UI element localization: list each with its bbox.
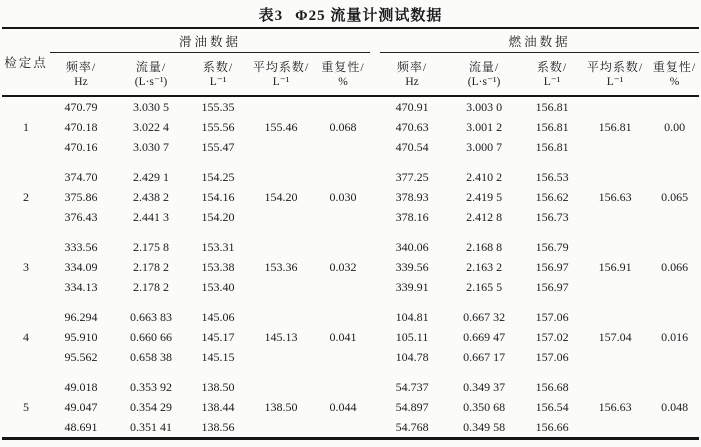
table-title [0,0,701,27]
fuel-flow-cell: 0.349 58 [463,420,506,434]
oil-repeatability-cell: 0.041 [329,330,357,344]
fuel-flow-cell: 2.419 5 [466,190,503,204]
row-spacer [2,297,699,307]
fuel-frequency-cell: 470.54 [395,140,429,154]
col-header-repeatability-oil: 重复性/ % [321,59,365,88]
fuel-avg-coefficient-cell: 156.63 [598,400,632,414]
measurement-row [2,307,699,327]
group-header-fuel-oil: 燃油数据 [380,28,699,53]
oil-flow-cell: 2.178 2 [133,280,169,294]
fuel-coefficient-cell: 156.73 [535,210,569,224]
table-header [2,28,699,96]
oil-frequency-cell: 48.691 [64,420,98,434]
fuel-frequency-cell: 470.63 [395,120,429,134]
fuel-flow-cell: 0.349 37 [463,380,506,394]
fuel-coefficient-cell: 156.54 [535,400,569,414]
oil-coefficient-cell: 145.17 [201,330,235,344]
oil-coefficient-cell: 153.40 [201,280,235,294]
fuel-frequency-cell: 340.06 [395,240,429,254]
fuel-repeatability-cell: 0.066 [661,260,689,274]
oil-frequency-cell: 334.13 [64,280,98,294]
oil-flow-cell: 3.030 5 [133,100,169,114]
fuel-frequency-cell: 54.737 [395,380,429,394]
fuel-coefficient-cell: 156.81 [535,120,569,134]
fuel-frequency-cell: 339.91 [395,280,429,294]
col-header-repeatability-fuel: 重复性/ % [652,59,697,88]
group-divider-cell [370,96,380,157]
fuel-frequency-cell: 339.56 [395,260,429,274]
col-header-flow-oil: 流量/ (L·s⁻¹) [134,59,168,88]
oil-flow-cell: 2.178 2 [133,260,169,274]
fuel-repeatability-cell: 0.00 [664,120,686,134]
oil-frequency-cell: 95.910 [64,330,98,344]
oil-frequency-cell: 470.18 [64,120,98,134]
group-divider [370,28,380,96]
fuel-flow-cell: 2.165 5 [466,280,503,294]
measurement-row [2,96,699,117]
fuel-frequency-cell: 104.81 [395,310,429,324]
oil-flow-cell: 3.030 7 [133,140,169,154]
oil-avg-coefficient-cell: 154.20 [264,190,298,204]
oil-repeatability-cell: 0.068 [329,120,357,134]
oil-coefficient-cell: 138.50 [201,380,235,394]
fuel-flow-cell: 0.667 17 [463,350,506,364]
fuel-frequency-cell: 378.16 [395,210,429,224]
fuel-frequency-cell: 54.897 [395,400,429,414]
fuel-flow-cell: 0.350 68 [463,400,506,414]
col-header-frequency-fuel: 频率/ Hz [396,59,428,88]
checkpoint-id-cell: 2 [23,190,29,204]
group-header-row [2,28,699,53]
fuel-flow-cell: 3.001 2 [466,120,503,134]
col-header-coefficient-fuel: 系数/ L⁻¹ [536,59,568,88]
measurement-row [2,167,699,187]
fuel-repeatability-cell: 0.065 [661,190,689,204]
oil-flow-cell: 2.175 8 [133,240,169,254]
fuel-frequency-cell: 105.11 [395,330,429,344]
fuel-coefficient-cell: 156.53 [535,170,569,184]
fuel-coefficient-cell: 156.66 [535,420,569,434]
oil-frequency-cell: 49.047 [64,400,98,414]
oil-coefficient-cell: 154.16 [201,190,235,204]
fuel-repeatability-cell: 0.016 [661,330,689,344]
oil-coefficient-cell: 155.47 [201,140,235,154]
oil-frequency-cell: 96.294 [64,310,98,324]
group-header-lube-oil: 滑油数据 [50,28,370,53]
table-body [2,96,699,439]
oil-avg-coefficient-cell: 138.50 [264,400,298,414]
fuel-avg-coefficient-cell: 156.91 [598,260,632,274]
fuel-avg-coefficient-cell: 156.63 [598,190,632,204]
checkpoint-id-cell: 4 [23,330,29,344]
column-header-row [2,53,699,97]
oil-coefficient-cell: 154.25 [201,170,235,184]
oil-flow-cell: 0.660 66 [130,330,172,344]
row-spacer [2,227,699,237]
oil-flow-cell: 0.354 29 [130,400,172,414]
fuel-flow-cell: 0.669 47 [463,330,506,344]
oil-frequency-cell: 470.16 [64,140,98,154]
fuel-coefficient-cell: 157.06 [535,350,569,364]
group-divider-cell [370,377,380,439]
fuel-frequency-cell: 470.91 [395,100,429,114]
oil-coefficient-cell: 154.20 [201,210,235,224]
fuel-coefficient-cell: 156.81 [535,100,569,114]
oil-frequency-cell: 376.43 [64,210,98,224]
oil-coefficient-cell: 138.56 [201,420,235,434]
oil-flow-cell: 3.022 4 [133,120,169,134]
oil-coefficient-cell: 155.35 [201,100,235,114]
oil-coefficient-cell: 138.44 [201,400,235,414]
fuel-flow-cell: 3.003 0 [466,100,503,114]
fuel-coefficient-cell: 156.81 [535,140,569,154]
fuel-frequency-cell: 378.93 [395,190,429,204]
row-spacer [2,367,699,377]
oil-avg-coefficient-cell: 153.36 [264,260,298,274]
checkpoint-id-cell: 3 [23,260,29,274]
oil-coefficient-cell: 153.31 [201,240,235,254]
oil-flow-cell: 2.438 2 [133,190,169,204]
group-divider-cell [370,237,380,297]
oil-coefficient-cell: 145.06 [201,310,235,324]
oil-flow-cell: 0.351 41 [130,420,172,434]
row-header-checkpoint: 检定点 [4,56,48,70]
fuel-frequency-cell: 377.25 [395,170,429,184]
oil-flow-cell: 2.441 3 [133,210,169,224]
group-divider-cell [370,307,380,367]
oil-frequency-cell: 470.79 [64,100,98,114]
oil-flow-cell: 2.429 1 [133,170,169,184]
oil-avg-coefficient-cell: 155.46 [264,120,298,134]
oil-repeatability-cell: 0.032 [329,260,357,274]
fuel-coefficient-cell: 156.62 [535,190,569,204]
checkpoint-id-cell: 1 [23,120,29,134]
col-header-coefficient-oil: 系数/ L⁻¹ [202,59,234,88]
oil-flow-cell: 0.663 83 [130,310,172,324]
fuel-coefficient-cell: 156.97 [535,260,569,274]
fuel-frequency-cell: 104.78 [395,350,429,364]
oil-flow-cell: 0.353 92 [130,380,172,394]
oil-frequency-cell: 49.018 [64,380,98,394]
oil-coefficient-cell: 155.56 [201,120,235,134]
oil-repeatability-cell: 0.030 [329,190,357,204]
fuel-flow-cell: 2.410 2 [466,170,503,184]
table-number: 表3 [258,8,284,24]
flowmeter-data-table [2,27,699,440]
col-header-avg-coefficient-fuel: 平均系数/ L⁻¹ [586,59,644,88]
measurement-row [2,377,699,397]
row-spacer [2,157,699,167]
fuel-coefficient-cell: 156.68 [535,380,569,394]
oil-coefficient-cell: 145.15 [201,350,235,364]
col-header-avg-coefficient-oil: 平均系数/ L⁻¹ [252,59,310,88]
oil-repeatability-cell: 0.044 [329,400,357,414]
table-title-text: Φ25 流量计测试数据 [295,8,443,24]
oil-frequency-cell: 374.70 [64,170,98,184]
oil-frequency-cell: 334.09 [64,260,98,274]
fuel-frequency-cell: 54.768 [395,420,429,434]
group-divider-cell [370,167,380,227]
fuel-flow-cell: 0.667 32 [463,310,506,324]
col-header-flow-fuel: 流量/ (L·s⁻¹) [467,59,501,88]
col-header-frequency-oil: 频率/ Hz [65,59,97,88]
oil-frequency-cell: 333.56 [64,240,98,254]
checkpoint-id-cell: 5 [23,400,29,414]
fuel-flow-cell: 3.000 7 [466,140,503,154]
fuel-flow-cell: 2.412 8 [466,210,503,224]
oil-avg-coefficient-cell: 145.13 [264,330,298,344]
oil-frequency-cell: 375.86 [64,190,98,204]
oil-frequency-cell: 95.562 [64,350,98,364]
fuel-coefficient-cell: 156.97 [535,280,569,294]
fuel-repeatability-cell: 0.048 [661,400,689,414]
measurement-row [2,237,699,257]
fuel-coefficient-cell: 157.02 [535,330,569,344]
oil-flow-cell: 0.658 38 [130,350,172,364]
fuel-flow-cell: 2.163 2 [466,260,503,274]
oil-coefficient-cell: 153.38 [201,260,235,274]
fuel-flow-cell: 2.168 8 [466,240,503,254]
fuel-coefficient-cell: 157.06 [535,310,569,324]
fuel-avg-coefficient-cell: 156.81 [598,120,632,134]
fuel-avg-coefficient-cell: 157.04 [598,330,632,344]
fuel-coefficient-cell: 156.79 [535,240,569,254]
